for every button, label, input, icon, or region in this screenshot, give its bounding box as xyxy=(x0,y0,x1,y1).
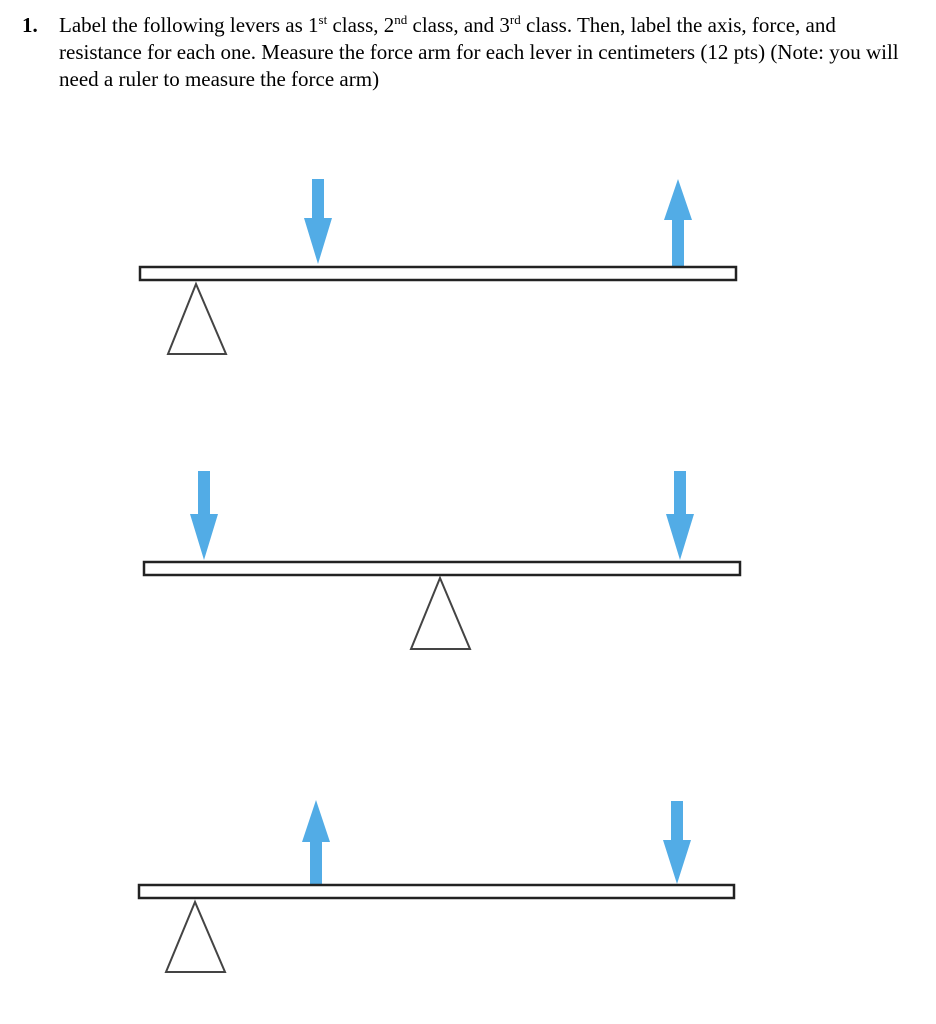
question-text-part-3: class, and 3 xyxy=(407,13,510,37)
superscript-nd: nd xyxy=(394,12,408,27)
question-text-part-4: class. Then, label the axis, force, and resistance for each one. Measure the force arm for each lever in centimeters (12 pts) (Note: you will need a ruler to measure the force arm) xyxy=(59,13,899,91)
lever-1-down-arrow xyxy=(304,179,332,264)
lever-2-left-down-arrow xyxy=(190,471,218,560)
lever-3-beam xyxy=(139,885,734,898)
lever-1-fulcrum xyxy=(168,284,226,354)
lever-2-right-down-arrow xyxy=(666,471,694,560)
lever-3 xyxy=(139,800,734,972)
lever-1-up-arrow xyxy=(664,179,692,267)
lever-2 xyxy=(144,471,740,649)
superscript-st: st xyxy=(318,12,328,27)
lever-2-fulcrum xyxy=(411,578,470,649)
lever-3-down-arrow xyxy=(663,801,691,884)
lever-2-beam xyxy=(144,562,740,575)
lever-1-beam xyxy=(140,267,736,280)
superscript-rd: rd xyxy=(509,12,521,27)
question-text-part-1: Label the following levers as 1 xyxy=(59,13,319,37)
question-text-part-2: class, 2 xyxy=(327,13,395,37)
question-number: 1. xyxy=(22,13,38,37)
lever-3-fulcrum xyxy=(166,902,225,972)
lever-3-up-arrow xyxy=(302,800,330,884)
lever-1 xyxy=(140,179,736,354)
